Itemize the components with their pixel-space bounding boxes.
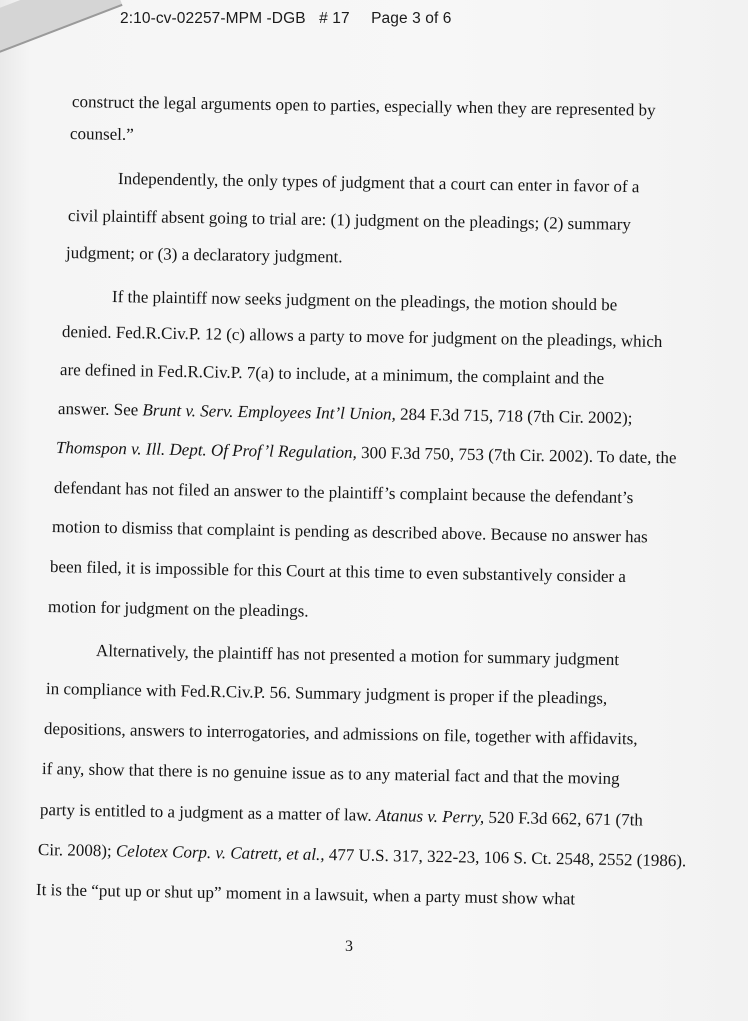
page-number: 3 — [345, 938, 353, 955]
case-number: 2:10-cv-02257-MPM -DGB — [120, 10, 306, 27]
case-citation: Thomspon v. Ill. Dept. Of Prof’l Regulation, — [55, 438, 358, 462]
citation-reporter: 477 U.S. 317, 322-23, 106 S. Ct. 2548, 2552 (1986). — [328, 845, 687, 871]
citation-lead: Cir. 2008); — [37, 840, 112, 861]
body-line: depositions, answers to interrogatories, and admissions on file, together with affidavits, — [43, 719, 638, 749]
body-line: civil plaintiff absent going to trial are: (1) judgment on the pleadings; (2) summary — [67, 206, 632, 234]
body-line: been filed, it is impossible for this Court at this time to even substantively consider a — [49, 557, 627, 587]
body-line: denied. Fed.R.Civ.P. 12 (c) allows a party to move for judgment on the pleadings, which — [61, 322, 663, 351]
body-line: in compliance with Fed.R.Civ.P. 56. Summary judgment is proper if the pleadings, — [45, 679, 608, 708]
body-line — [56, 438, 677, 468]
citation-reporter: 284 F.3d 715, 718 (7th Cir. 2002); — [399, 404, 633, 428]
body-line — [38, 840, 687, 871]
case-citation: Brunt v. Serv. Employees Int’l Union, — [142, 400, 396, 424]
body-line — [40, 800, 643, 831]
citation-lead: answer. See — [57, 399, 139, 420]
citation-reporter: 300 F.3d 750, 753 (7th Cir. 2002). To date, the — [360, 443, 677, 468]
body-line: defendant has not filed an answer to the plaintiff’s complaint because the defendant’s — [53, 478, 634, 508]
citation-lead: party is entitled to a judgment as a matter of law. — [39, 800, 372, 825]
body-line: Alternatively, the plaintiff has not presented a motion for summary judgment — [95, 641, 620, 670]
body-line — [58, 399, 633, 429]
case-citation: Celotex Corp. v. Catrett, et al., — [115, 841, 325, 865]
citation-reporter: 520 F.3d 662, 671 (7th — [488, 807, 644, 830]
body-line: counsel.” — [69, 124, 134, 144]
folded-corner — [0, 0, 123, 59]
body-line: are defined in Fed.R.Civ.P. 7(a) to include, at a minimum, the complaint and the — [59, 360, 605, 389]
page-indicator: Page 3 of 6 — [371, 10, 452, 27]
case-citation: Atanus v. Perry, — [375, 805, 485, 827]
body-line: judgment; or (3) a declaratory judgment. — [65, 243, 343, 267]
case-header — [120, 10, 461, 28]
body-line: If the plaintiff now seeks judgment on the pleadings, the motion should be — [111, 287, 618, 315]
body-line: if any, show that there is no genuine issue as to any material fact and that the moving — [41, 759, 620, 789]
body-line: motion to dismiss that complaint is pending as described above. Because no answer has — [51, 517, 648, 547]
document-number: # 17 — [319, 10, 350, 27]
body-line: motion for judgment on the pleadings. — [47, 597, 309, 621]
body-line: construct the legal arguments open to parties, especially when they are represented by — [71, 92, 656, 120]
body-line: Independently, the only types of judgment that a court can enter in favor of a — [117, 169, 640, 197]
body-line: It is the “put up or shut up” moment in a lawsuit, when a party must show what — [35, 880, 576, 909]
